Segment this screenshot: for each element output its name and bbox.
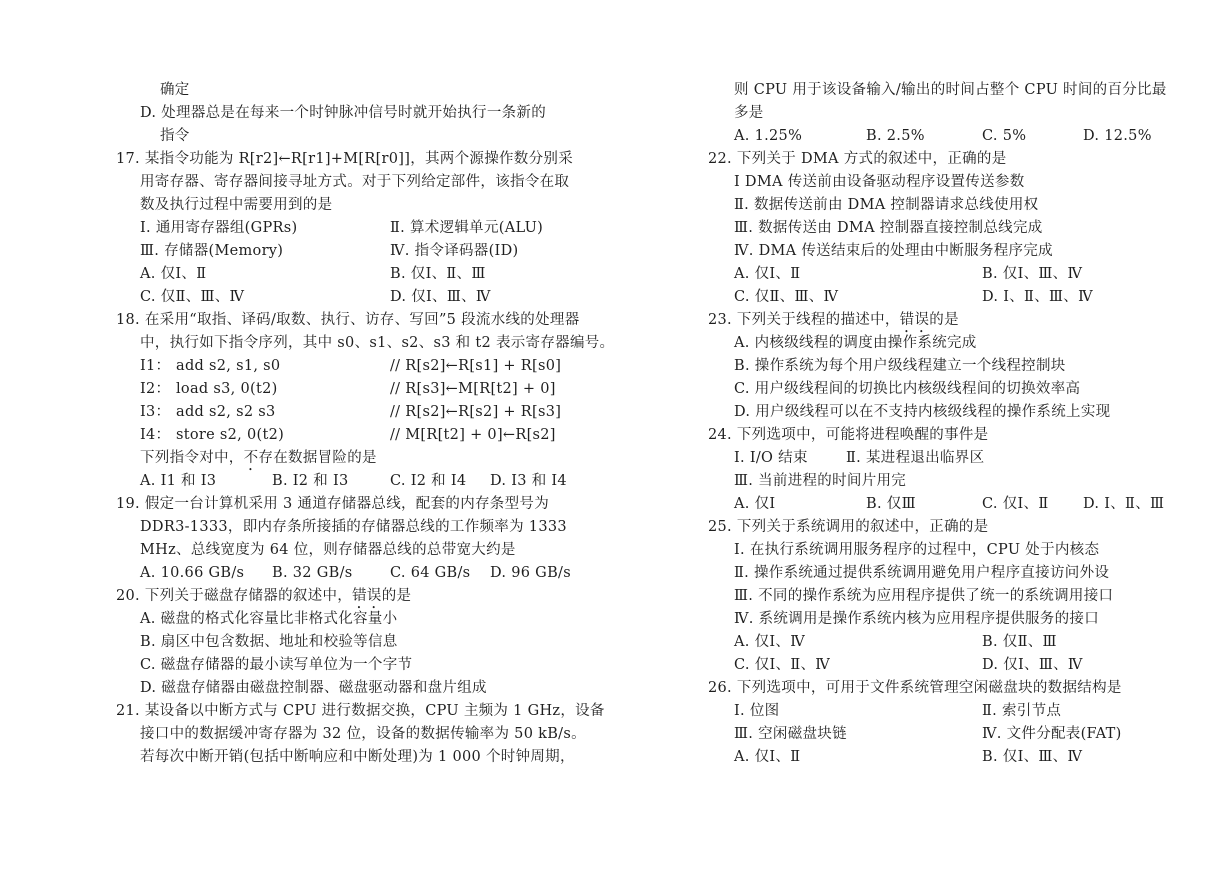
- prev-option-d: D. 处理器总是在每来一个时钟脉冲信号时就开始执行一条新的: [140, 105, 547, 121]
- q21-stem-line3: 若每次中断开销(包括中断响应和中断处理)为 1 000 个时钟周期，: [140, 749, 575, 765]
- q18-stem-line2: 中，执行如下指令序列，其中 s0、s1、s2、s3 和 t2 表示寄存器编号。: [140, 335, 615, 351]
- q17-item-2: Ⅱ. 算术逻辑单元(ALU): [390, 220, 544, 236]
- q20-option-d: D. 磁盘存储器由磁盘控制器、磁盘驱动器和盘片组成: [140, 680, 487, 696]
- q18-option-c: C. I2 和 I4: [390, 473, 467, 489]
- q20-option-c: C. 磁盘存储器的最小读写单位为一个字节: [140, 657, 413, 673]
- q19-option-c: C. 64 GB/s: [390, 565, 471, 581]
- q18-code-comment-4: // M[R[t2] + 0]←R[s2]: [390, 427, 556, 443]
- q23-option-b: B. 操作系统为每个用户级线程建立一个线程控制块: [734, 358, 1066, 374]
- q17-item-3: Ⅲ. 存储器(Memory): [140, 243, 284, 259]
- q17-item-4: Ⅳ. 指令译码器(ID): [390, 243, 519, 259]
- q26-option-b: B. 仅Ⅰ、Ⅲ、Ⅳ: [982, 749, 1083, 765]
- q25-option-a: A. 仅Ⅰ、Ⅳ: [734, 634, 806, 650]
- q25-option-c: C. 仅Ⅰ、Ⅱ、Ⅳ: [734, 657, 831, 673]
- q26-item-1: Ⅰ. 位图: [734, 703, 780, 719]
- q18-emphasis: 不: [243, 450, 259, 466]
- q17-option-d: D. 仅Ⅰ、Ⅲ、Ⅳ: [390, 289, 491, 305]
- q26-item-3: Ⅲ. 空闲磁盘块链: [734, 726, 847, 742]
- q17-stem-line3: 数及执行过程中需要用到的是: [140, 197, 333, 213]
- q18-option-d: D. I3 和 I4: [490, 473, 567, 489]
- q17-option-c: C. 仅Ⅱ、Ⅲ、Ⅳ: [140, 289, 245, 305]
- q25-stem: 25. 下列关于系统调用的叙述中，正确的是: [708, 519, 989, 535]
- q25-item-4: Ⅳ. 系统调用是操作系统内核为应用程序提供服务的接口: [734, 611, 1100, 627]
- q22-item-1: Ⅰ DMA 传送前由设备驱动程序设置传送参数: [734, 174, 1025, 190]
- q21-option-d: D. 12.5%: [1083, 128, 1152, 144]
- q18-code-comment-3: // R[s2]←R[s2] + R[s3]: [390, 404, 562, 420]
- q21-cont-line1: 则 CPU 用于该设备输入/输出的时间占整个 CPU 时间的百分比最: [734, 82, 1167, 98]
- q23-option-d: D. 用户级线程可以在不支持内核级线程的操作系统上实现: [734, 404, 1111, 420]
- prev-question-tail: 确定: [160, 82, 190, 98]
- q18-code-instr-4: store s2, 0(t2): [176, 427, 285, 443]
- q23-stem: 23. 下列关于线程的描述中，错误的是: [708, 312, 959, 328]
- q25-item-1: Ⅰ. 在执行系统调用服务程序的过程中，CPU 处于内核态: [734, 542, 1100, 558]
- q21-cont-line2: 多是: [734, 105, 764, 121]
- q25-option-d: D. 仅Ⅰ、Ⅲ、Ⅳ: [982, 657, 1083, 673]
- q18-code-label-4: I4：: [140, 427, 171, 443]
- q19-stem-line2: DDR3-1333，即内存条所接插的存储器总线的工作频率为 1333: [140, 519, 567, 535]
- q24-stem: 24. 下列选项中，可能将进程唤醒的事件是: [708, 427, 989, 443]
- q18-code-label-2: I2：: [140, 381, 171, 397]
- q21-option-c: C. 5%: [982, 128, 1027, 144]
- q17-stem-line1: 17. 某指令功能为 R[r2]←R[r1]+M[R[r0]]，其两个源操作数分别采: [116, 151, 574, 167]
- q18-code-comment-1: // R[s2]←R[s1] + R[s0]: [390, 358, 562, 374]
- q18-code-comment-2: // R[s3]←M[R[t2] + 0]: [390, 381, 556, 397]
- q18-code-instr-2: load s3, 0(t2): [176, 381, 278, 397]
- q18-code-label-3: I3：: [140, 404, 171, 420]
- q17-option-b: B. 仅Ⅰ、Ⅱ、Ⅲ: [390, 266, 486, 282]
- q23-option-a: A. 内核级线程的调度由操作系统完成: [734, 335, 977, 351]
- q24-option-c: C. 仅Ⅰ、Ⅱ: [982, 496, 1049, 512]
- q20-stem: 20. 下列关于磁盘存储器的叙述中，错误的是: [116, 588, 412, 604]
- q26-item-2: Ⅱ. 索引节点: [982, 703, 1062, 719]
- q22-option-b: B. 仅Ⅰ、Ⅲ、Ⅳ: [982, 266, 1083, 282]
- q19-option-a: A. 10.66 GB/s: [140, 565, 245, 581]
- prev-option-d-cont: 指令: [160, 128, 190, 144]
- q18-stem-line1: 18. 在采用“取指、译码/取数、执行、访存、写回”5 段流水线的处理器: [116, 312, 580, 328]
- q25-option-b: B. 仅Ⅱ、Ⅲ: [982, 634, 1057, 650]
- q23-emphasis: 错误: [899, 312, 930, 328]
- q19-option-b: B. 32 GB/s: [272, 565, 353, 581]
- q21-stem-line2: 接口中的数据缓冲寄存器为 32 位，设备的数据传输率为 50 kB/s。: [140, 726, 586, 742]
- q24-item-2: Ⅱ. 某进程退出临界区: [846, 450, 985, 466]
- q26-item-4: Ⅳ. 文件分配表(FAT): [982, 726, 1122, 742]
- q19-stem-line1: 19. 假定一台计算机采用 3 通道存储器总线，配套的内存条型号为: [116, 496, 550, 512]
- q22-option-d: D. Ⅰ、Ⅱ、Ⅲ、Ⅳ: [982, 289, 1093, 305]
- q24-option-b: B. 仅Ⅲ: [866, 496, 916, 512]
- q18-option-a: A. I1 和 I3: [140, 473, 217, 489]
- q25-item-2: Ⅱ. 操作系统通过提供系统调用避免用户程序直接访问外设: [734, 565, 1110, 581]
- q18-code-instr-1: add s2, s1, s0: [176, 358, 281, 374]
- q21-stem-line1: 21. 某设备以中断方式与 CPU 进行数据交换，CPU 主频为 1 GHz，设备: [116, 703, 605, 719]
- q24-item-3: Ⅲ. 当前进程的时间片用完: [734, 473, 907, 489]
- q20-option-a: A. 磁盘的格式化容量比非格式化容量小: [140, 611, 398, 627]
- q22-item-2: Ⅱ. 数据传送前由 DMA 控制器请求总线使用权: [734, 197, 1039, 213]
- q18-question: 下列指令对中，不存在数据冒险的是: [140, 450, 377, 466]
- q19-stem-line3: MHz、总线宽度为 64 位，则存储器总线的总带宽大约是: [140, 542, 516, 558]
- q22-stem: 22. 下列关于 DMA 方式的叙述中，正确的是: [708, 151, 1007, 167]
- q19-option-d: D. 96 GB/s: [490, 565, 571, 581]
- q24-option-a: A. 仅Ⅰ: [734, 496, 776, 512]
- q22-item-3: Ⅲ. 数据传送由 DMA 控制器直接控制总线完成: [734, 220, 1043, 236]
- q18-code-instr-3: add s2, s2 s3: [176, 404, 276, 420]
- q26-stem: 26. 下列选项中，可用于文件系统管理空闲磁盘块的数据结构是: [708, 680, 1122, 696]
- q22-option-c: C. 仅Ⅱ、Ⅲ、Ⅳ: [734, 289, 839, 305]
- q24-option-d: D. Ⅰ、Ⅱ、Ⅲ: [1083, 496, 1165, 512]
- q24-item-1: Ⅰ. I/O 结束: [734, 450, 808, 466]
- q20-emphasis: 错误: [352, 588, 382, 604]
- q18-code-label-1: I1：: [140, 358, 171, 374]
- q21-option-a: A. 1.25%: [734, 128, 803, 144]
- q22-item-4: Ⅳ. DMA 传送结束后的处理由中断服务程序完成: [734, 243, 1053, 259]
- q17-stem-line2: 用寄存器、寄存器间接寻址方式。对于下列给定部件，该指令在取: [140, 174, 570, 190]
- q22-option-a: A. 仅Ⅰ、Ⅱ: [734, 266, 801, 282]
- q17-item-1: Ⅰ. 通用寄存器组(GPRs): [140, 220, 298, 236]
- q25-item-3: Ⅲ. 不同的操作系统为应用程序提供了统一的系统调用接口: [734, 588, 1114, 604]
- q26-option-a: A. 仅Ⅰ、Ⅱ: [734, 749, 801, 765]
- q18-option-b: B. I2 和 I3: [272, 473, 349, 489]
- q23-option-c: C. 用户级线程间的切换比内核级线程间的切换效率高: [734, 381, 1081, 397]
- q21-option-b: B. 2.5%: [866, 128, 925, 144]
- q20-option-b: B. 扇区中包含数据、地址和校验等信息: [140, 634, 398, 650]
- q17-option-a: A. 仅Ⅰ、Ⅱ: [140, 266, 207, 282]
